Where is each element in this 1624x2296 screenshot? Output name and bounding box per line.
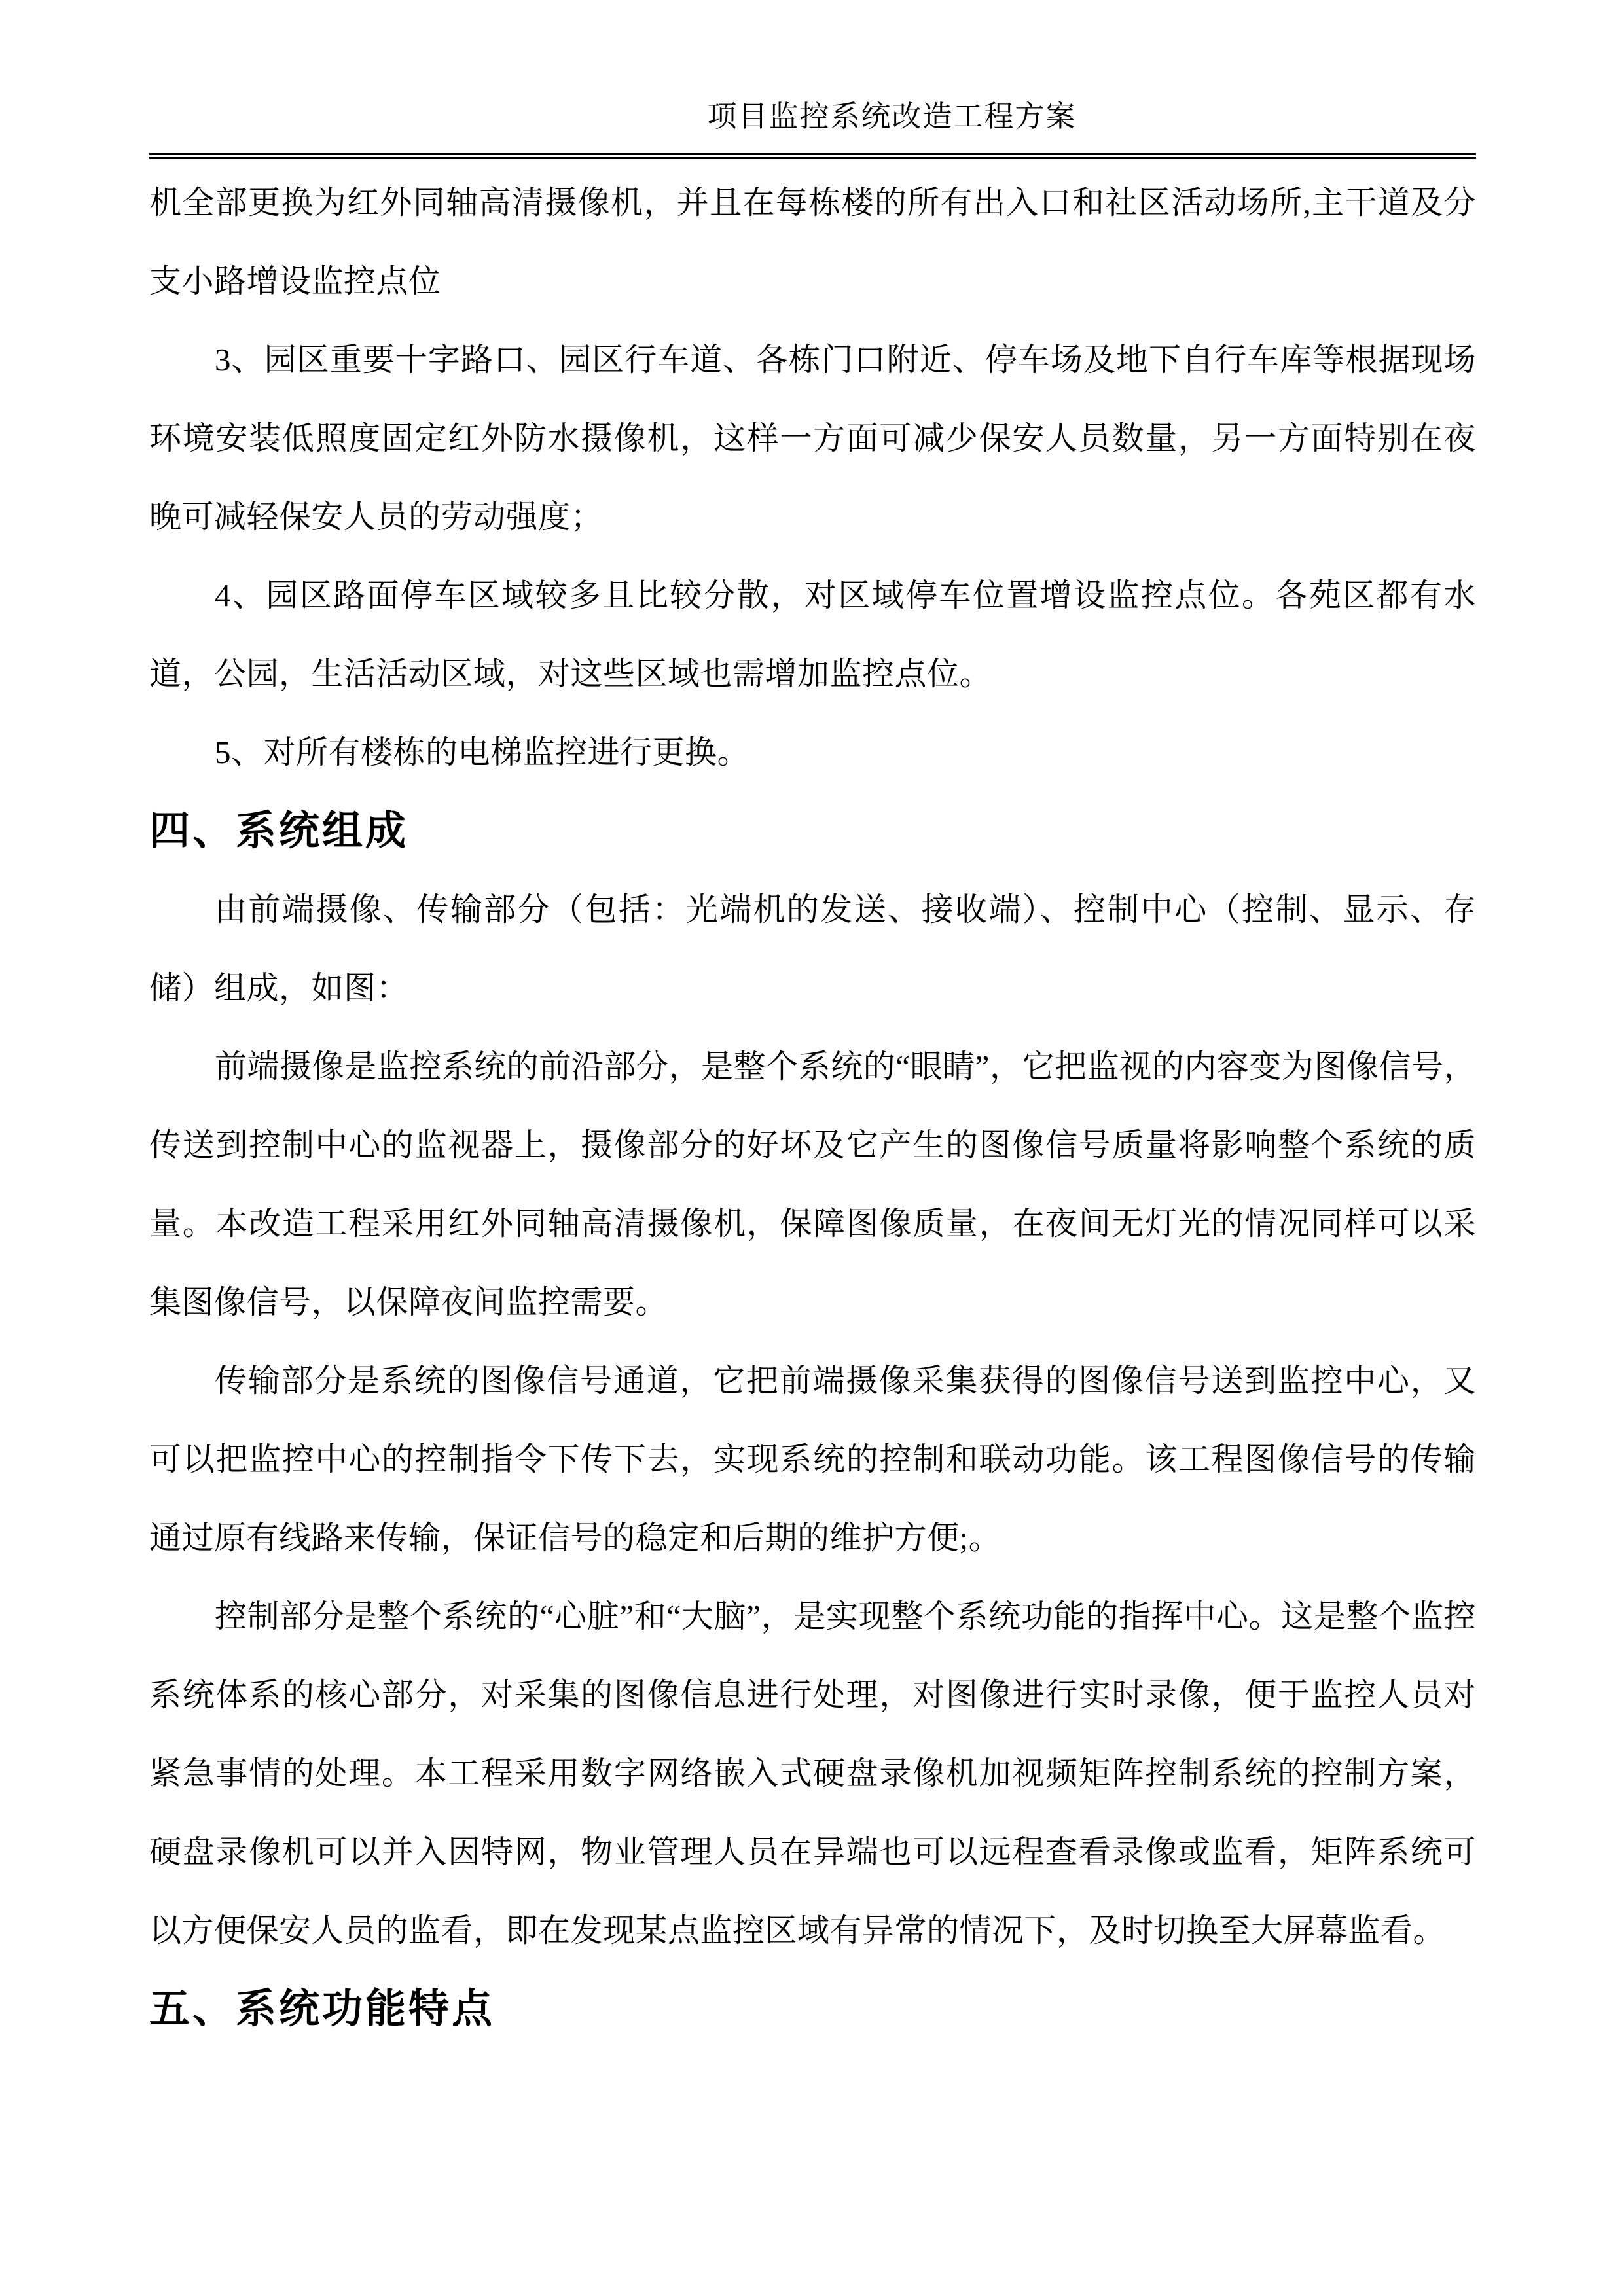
section-heading-5-system-features: 五、系统功能特点 — [149, 1986, 496, 2032]
paragraph-item-3: 3、园区重要十字路口、园区行车道、各栋门口附近、停车场及地下自行车库等根据现场环境安装低照度固定红外防水摄像机，这样一方面可减少保安人员数量，另一方面特别在夜晚可减轻保安人员的劳动强度； — [149, 342, 1476, 535]
paragraph-transmission: 传输部分是系统的图像信号通道，它把前端摄像采集获得的图像信号送到监控中心，又可以把监控中心的控制指令下传下去，实现系统的控制和联动功能。该工程图像信号的传输通过原有线路来传输，保证信号的稳定和后期的维护方便;。 — [149, 1363, 1476, 1556]
section-heading-4-system-composition: 四、系统组成 — [149, 808, 409, 853]
paragraph-item-5: 5、对所有楼栋的电梯监控进行更换。 — [215, 734, 750, 770]
page-header-title: 项目监控系统改造工程方案 — [707, 100, 1077, 133]
paragraph-camera-replacement: 机全部更换为红外同轴高清摄像机，并且在每栋楼的所有出入口和社区活动场所,主干道及分支小路增设监控点位 — [149, 185, 1476, 299]
page-header — [149, 99, 1476, 159]
paragraph-item-4: 4、园区路面停车区域较多且比较分散，对区域停车位置增设监控点位。各苑区都有水道，公园，生活活动区域，对这些区域也需增加监控点位。 — [149, 577, 1476, 692]
paragraph-control-center: 控制部分是整个系统的“心脏”和“大脑”，是实现整个系统功能的指挥中心。这是整个监控系统体系的核心部分，对采集的图像信息进行处理，对图像进行实时录像，便于监控人员对紧急事情的处理。本工程采用数字网络嵌入式硬盘录像机加视频矩阵控制系统的控制方案，硬盘录像机可以并入因特网，物业管理人员在异端也可以远程查看录像或监看，矩阵系统可以方便保安人员的监看，即在发现某点监控区域有异常的情况下，及时切换至大屏幕监看。 — [149, 1598, 1476, 1948]
document-body — [149, 164, 1476, 2049]
paragraph-composition-overview: 由前端摄像、传输部分（包括：光端机的发送、接收端）、控制中心（控制、显示、存储）组成，如图： — [149, 891, 1476, 1006]
paragraph-front-end-camera: 前端摄像是监控系统的前沿部分，是整个系统的“眼睛”，它把监视的内容变为图像信号，传送到控制中心的监视器上，摄像部分的好坏及它产生的图像信号质量将影响整个系统的质量。本改造工程采用红外同轴高清摄像机，保障图像质量，在夜间无灯光的情况同样可以采集图像信号，以保障夜间监控需要。 — [149, 1049, 1476, 1320]
